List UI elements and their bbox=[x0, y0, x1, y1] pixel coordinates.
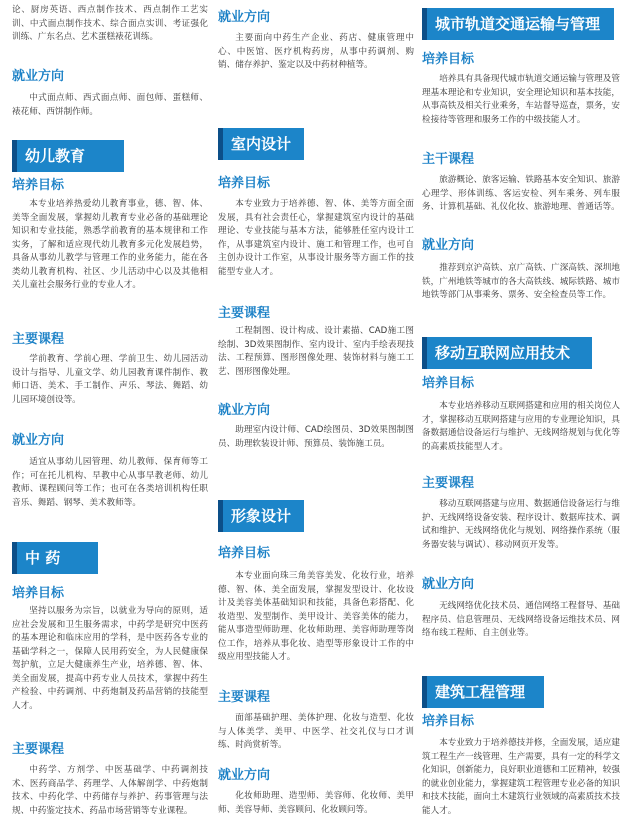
rail-career-heading: 就业方向 bbox=[422, 238, 475, 253]
image-course-text: 面部基础护理、美体护理、化妆与造型、化妆与人体美学、美甲、中医学、社交礼仪与口才训练、时尚赏析等。 bbox=[218, 713, 414, 750]
preschool-career-heading: 就业方向 bbox=[12, 433, 65, 448]
mobile-career-text: 无线网络优化技术员、通信网络工程督导、基础程序员、信息管理员、无线网络设备运维技术员、网络布线工程师、自主创业等。 bbox=[422, 601, 620, 638]
interior-title: 室内设计 bbox=[218, 128, 304, 160]
interior-goal-heading: 培养目标 bbox=[218, 176, 271, 191]
mobile-career-heading: 就业方向 bbox=[422, 577, 475, 592]
construction-title: 建筑工程管理 bbox=[422, 676, 544, 708]
rail-goal-heading: 培养目标 bbox=[422, 52, 475, 67]
construction-goal-text: 本专业致力于培养德技并修，全面发展，适应建筑工程生产一线管理、生产需要，具有一定的科学文化知识，创新能力，良好职业道德和工匠精神，较强的就业创业能力，掌握建筑工程管理专业必备的知识和技术技能，面向土木建筑行业领域的高素质技术技能人才。 bbox=[422, 738, 620, 816]
tcm-goal-heading: 培养目标 bbox=[12, 586, 65, 601]
interior-career-heading: 就业方向 bbox=[218, 403, 271, 418]
interior-goal-text: 本专业致力于培养德、智、体、美等方面全面发展，具有社会责任心，掌握建筑室内设计的基础理论、专业技能与基本方法，能够胜任室内设计工作，从事建筑室内设计、施工和管理工作，也可自主创办设计工作室，从事设计服务等方面工作的技能型专业人才。 bbox=[218, 199, 414, 277]
mobile-course-heading: 主要课程 bbox=[422, 476, 475, 491]
construction-goal-heading: 培养目标 bbox=[422, 714, 475, 729]
image-career-text: 化妆师助理、造型师、美容师、化妆师、美甲师、美容导师、美容顾问、化妆顾问等。 bbox=[218, 791, 414, 815]
mobile-goal-text: 本专业培养移动互联网搭建和应用的相关岗位人才，掌握移动互联网搭建与应用的专业理论知识，具备数据通信设备运行与维护、无线网络规划与优化等的高素质技能型人才。 bbox=[422, 401, 620, 452]
image-goal-text: 本专业面向珠三角美容美发、化妆行业，培养德、智、体、美全面发展，掌握发型设计、化妆设计及美容美体基础知识和技能，具备色彩搭配、化妆造型、发型制作、美甲设计、美容美体的能力，能从事造型师助理、化妆师助理、美容师助理等岗位工作，培养从事化妆、造型等形象设计工作的中级应用型技能人才。 bbox=[218, 571, 414, 662]
image-design-title: 形象设计 bbox=[218, 500, 304, 532]
rail-goal-text: 培养具有具备现代城市轨道交通运输与管理及管理基本理论和专业知识，安全理论知识和基本技能，从事高铁及相关行业乘务，车站督导巡查，票务，安检接待等管理和服务工作的中级技能人才。 bbox=[422, 74, 620, 125]
rail-course-heading: 主干课程 bbox=[422, 152, 475, 167]
preschool-goal-text: 本专业培养热爱幼儿教育事业，德、智、体、美等全面发展，掌握幼儿教育专业必备的基础理论知识和专业技能，熟悉学前教育的基本规律和工作实务，了解和适应现代幼儿教育多元化发展趋势，具备从事幼儿教学与管理工作的业务能力，能在各类幼儿教育机构、社区、少儿活动中心以及其他相关儿童社会服务行业的专业人才。 bbox=[12, 199, 208, 290]
pastry-career-heading: 就业方向 bbox=[12, 69, 65, 84]
preschool-course-heading: 主要课程 bbox=[12, 332, 65, 347]
mobile-internet-title: 移动互联网应用技术 bbox=[422, 337, 592, 369]
preschool-goal-heading: 培养目标 bbox=[12, 178, 65, 193]
interior-career-text: 助理室内设计师、CAD绘图员、3D效果图制图员、助理软装设计师、预算员、装饰施工员。 bbox=[218, 425, 414, 449]
tcm-career-heading: 就业方向 bbox=[218, 10, 271, 25]
rail-course-text: 旅游概论、旅客运输、铁路基本安全知识、旅游心理学、形体训练、客运安检、列车乘务、列车服务、计算机基础、礼仪化妆、旅游地理、普通话等。 bbox=[422, 175, 620, 212]
pastry-courses-text: 论、厨房英语、西点制作技术、西点制作工艺实训、中式面点制作技术、综合面点实训、考证强化训练、广东名点、艺术蛋糕裱花训练。 bbox=[12, 5, 208, 42]
image-career-heading: 就业方向 bbox=[218, 768, 271, 783]
image-goal-heading: 培养目标 bbox=[218, 546, 271, 561]
interior-course-text: 工程制图、设计构成、设计素描、CAD施工图绘制、3D效果图制作、室内设计、室内手绘表现技法、工程预算、图形图像处理、装饰材料与施工工艺、图形图像处理。 bbox=[218, 326, 414, 377]
preschool-title: 幼儿教育 bbox=[12, 140, 124, 172]
rail-career-text: 推荐到京沪高铁、京广高铁、广深高铁、深圳地铁，广州地铁等城市的各大高铁线、城际铁路、城市地铁等部门从事乘务、票务、安全检查员等工作。 bbox=[422, 263, 620, 300]
interior-course-heading: 主要课程 bbox=[218, 306, 271, 321]
tcm-title: 中 药 bbox=[12, 542, 98, 574]
preschool-career-text: 适宜从事幼儿园管理、幼儿教师、保育师等工作；可在托儿机构、早教中心从事早教老师、幼儿教师、课程顾问等工作；也可在各类培训机构任职音乐、舞蹈、钢琴、美术教师等。 bbox=[12, 457, 208, 508]
tcm-course-text: 中药学、方剂学、中医基础学、中药调剂技术、医药商品学、药理学、人体解剖学、中药炮制技术、中药化学、中药储存与养护、药事管理与法规、中药鉴定技术、药品市场营销等专业课程。 bbox=[12, 765, 208, 816]
pastry-career-text: 中式面点师、西式面点师、面包师、蛋糕师、裱花师、西饼制作师。 bbox=[12, 93, 208, 117]
tcm-course-heading: 主要课程 bbox=[12, 742, 65, 757]
image-course-heading: 主要课程 bbox=[218, 690, 271, 705]
tcm-career-text: 主要面向中药生产企业、药店、健康管理中心、中医馆、医疗机构药房，从事中药调剂、购销、储存养护、鉴定以及中药材种植等。 bbox=[218, 33, 414, 70]
tcm-goal-text: 坚持以服务为宗旨，以就业为导向的原则，适应社会发展和卫生服务需求，中药学是研究中医药的基本理论和临床应用的学科，是中医药各专业的基础学科之一，保障人民用药安全，为人民健康保驾护航，立足大健康养生产业，培养德、智、体、美全面发展，提高中药专业人员技术，掌握中药生产检验、中药调剂、中药炮制及药品营销的技能型人才。 bbox=[12, 606, 208, 711]
mobile-course-text: 移动互联网搭建与应用、数据通信设备运行与维护、无线网络设备安装、程序设计、数据库技术、调试和维护、无线网络优化与规划、网络操作系统（服务器安装与调试）、移动网页开发等。 bbox=[422, 499, 620, 550]
mobile-goal-heading: 培养目标 bbox=[422, 376, 475, 391]
rail-title: 城市轨道交通运输与管理 bbox=[422, 8, 614, 40]
preschool-course-text: 学前教育、学前心理、学前卫生、幼儿园活动设计与指导、儿童文学、幼儿园教育课件制作、教师口语、美术、手工制作、声乐、琴法、舞蹈、幼儿园环境创设等。 bbox=[12, 354, 208, 405]
